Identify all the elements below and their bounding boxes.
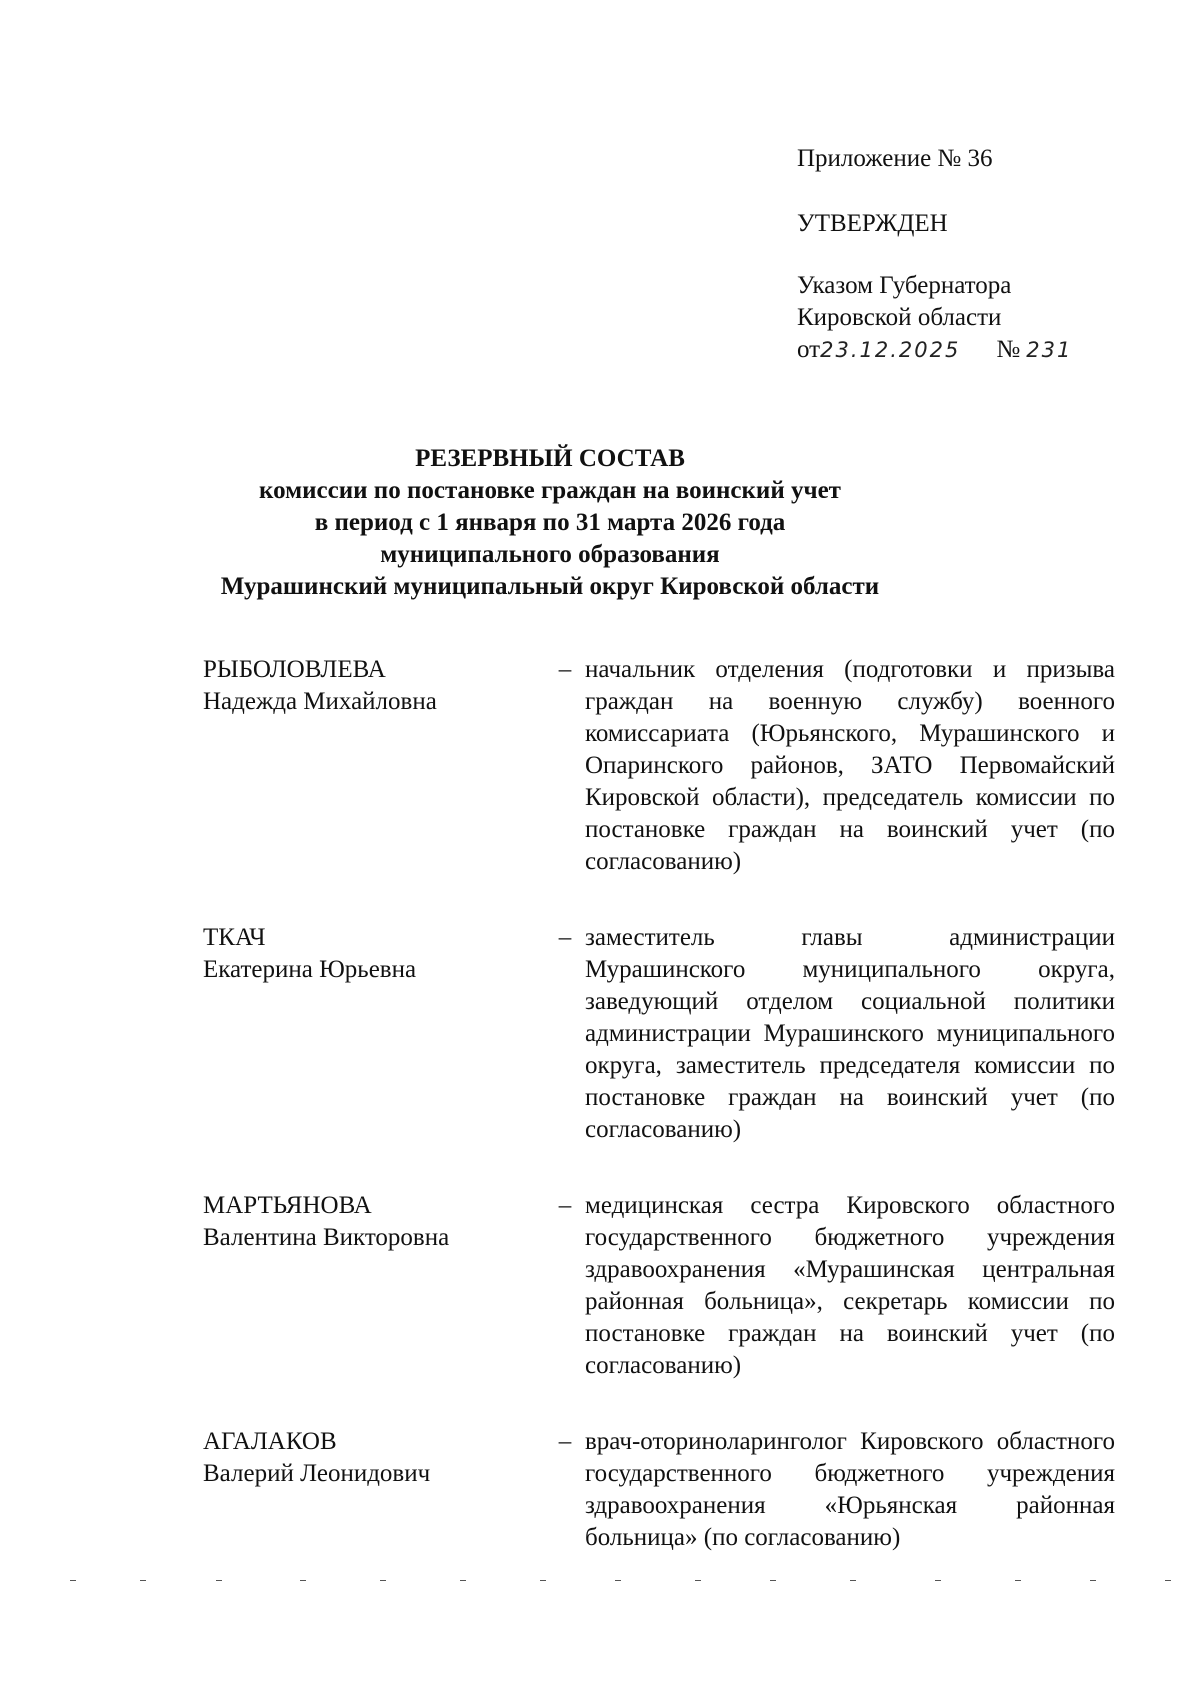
approval-block xyxy=(797,143,1072,366)
scan-speck xyxy=(380,1580,386,1581)
scan-speck xyxy=(140,1580,146,1581)
member-surname: АГАЛАКОВ xyxy=(203,1428,337,1455)
appendix-number: Приложение № 36 xyxy=(797,145,993,172)
members-list xyxy=(203,654,1118,1598)
approved-label: УТВЕРЖДЕН xyxy=(797,210,948,237)
scan-speck xyxy=(1165,1580,1171,1581)
member-surname: МАРТЬЯНОВА xyxy=(203,1192,372,1219)
document-heading xyxy=(200,443,900,603)
member-entry xyxy=(203,1190,1118,1382)
scan-speck xyxy=(1090,1580,1096,1581)
scan-speck xyxy=(935,1580,941,1581)
scan-speck xyxy=(1015,1580,1021,1581)
scan-speck xyxy=(216,1580,222,1581)
decree-date-line xyxy=(797,334,1072,366)
member-given-names: Надежда Михайловна xyxy=(203,688,437,715)
member-name xyxy=(203,654,545,718)
heading-line-5: Мурашинский муниципальный округ Кировской области xyxy=(220,573,880,600)
member-surname: ТКАЧ xyxy=(203,924,266,951)
scan-speck xyxy=(850,1580,856,1581)
member-given-names: Валентина Викторовна xyxy=(203,1224,450,1251)
scan-speck xyxy=(70,1580,76,1581)
scan-speck xyxy=(615,1580,621,1581)
member-surname: РЫБОЛОВЛЕВА xyxy=(203,656,386,683)
member-name xyxy=(203,1426,545,1490)
scan-speck xyxy=(300,1580,306,1581)
heading-line-4: муниципального образования xyxy=(380,541,720,568)
date-prefix: от xyxy=(797,336,821,363)
member-dash: – xyxy=(558,924,572,951)
member-name xyxy=(203,1190,545,1254)
member-role: начальник отделения (подготовки и призыва граждан на военную службу) военного комиссариата (Юрьянского, Мурашинского и Опаринского районов, ЗАТО Первомайский Кировской области), председатель комиссии по постановке граждан на воинский учет (по согласованию) xyxy=(585,656,1115,875)
scan-speck xyxy=(695,1580,701,1581)
number-sign: № xyxy=(996,336,1021,363)
member-given-names: Екатерина Юрьевна xyxy=(203,956,417,983)
member-dash: – xyxy=(558,1192,572,1219)
member-given-names: Валерий Леонидович xyxy=(203,1460,431,1487)
heading-line-3: в период с 1 января по 31 марта 2026 года xyxy=(314,509,786,536)
member-dash: – xyxy=(558,1428,572,1455)
member-entry xyxy=(203,922,1118,1146)
member-entry xyxy=(203,1426,1118,1554)
scan-artifact-line xyxy=(0,1580,1200,1582)
member-entry xyxy=(203,654,1118,878)
scan-speck xyxy=(460,1580,466,1581)
member-dash: – xyxy=(558,656,572,683)
scan-speck xyxy=(770,1580,776,1581)
decree-line-1: Указом Губернатора xyxy=(797,272,1012,299)
member-role: врач-оториноларинголог Кировского областного государственного бюджетного учреждения здравоохранения «Юрьянская районная больница» (по согласованию) xyxy=(585,1428,1115,1551)
heading-line-2: комиссии по постановке граждан на воинский учет xyxy=(259,477,841,504)
handwritten-date: 23.12.2025 xyxy=(820,338,961,362)
member-role: медицинская сестра Кировского областного государственного бюджетного учреждения здравоохранения «Мурашинская центральная районная больница», секретарь комиссии по постановке граждан на воинский учет (по согласованию) xyxy=(585,1192,1115,1379)
decree-line-2: Кировской области xyxy=(797,304,1002,331)
scan-speck xyxy=(540,1580,546,1581)
member-role: заместитель главы администрации Мурашинского муниципального округа, заведующий отделом социальной политики администрации Мурашинского муниципального округа, заместитель председателя комиссии по постановке граждан на воинский учет (по согласованию) xyxy=(585,924,1115,1143)
member-name xyxy=(203,922,545,986)
heading-title: РЕЗЕРВНЫЙ СОСТАВ xyxy=(415,445,685,472)
handwritten-number: 231 xyxy=(1026,338,1073,362)
